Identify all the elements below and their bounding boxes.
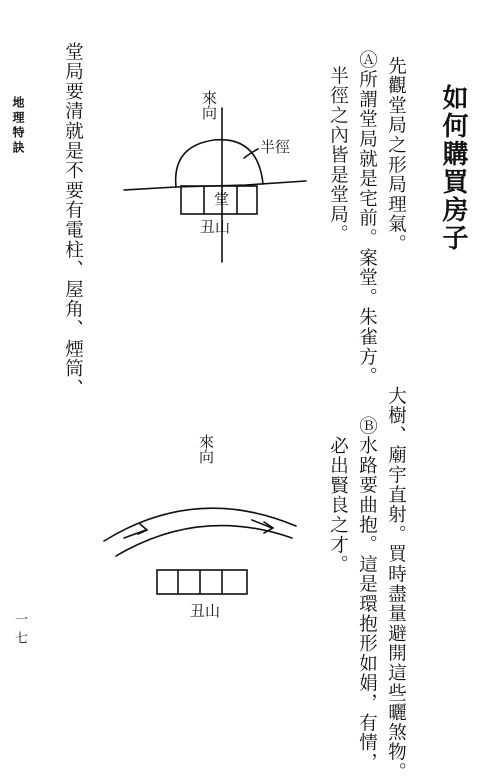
figure-b-house bbox=[157, 570, 247, 594]
figure-b-label-top: 來向 bbox=[197, 434, 215, 464]
figure-a-arc bbox=[176, 140, 263, 187]
figure-a-label-radius: 半徑 bbox=[260, 138, 291, 156]
text-column-left: 堂局要清就是不要有電柱、屋角、煙筒、 bbox=[62, 42, 84, 399]
text-column-4: 大樹、廟宇直射。買時盡量避開這些曬煞物。 bbox=[385, 386, 407, 782]
text-column-2: Ⓐ所謂堂局就是宅前。案堂。朱雀方。 bbox=[356, 50, 378, 387]
figure-b-water-inner bbox=[116, 526, 292, 556]
figure-a-label-bottom: 丑山 bbox=[200, 218, 231, 236]
text-column-3: 半徑之內皆是堂局。 bbox=[327, 66, 349, 245]
figure-a-label-house: 堂 bbox=[214, 190, 230, 208]
page-number: 一七 bbox=[12, 612, 27, 650]
text-column-5: Ⓑ水路要曲抱。這是環抱形如娟，有情， bbox=[356, 416, 378, 773]
figure-b-label-bottom: 丑山 bbox=[190, 602, 221, 620]
text-column-6: 必出賢良之才。 bbox=[327, 436, 349, 575]
figure-b-arrow-right bbox=[252, 520, 272, 528]
figure-a-radius-pointer bbox=[244, 149, 258, 158]
page-title: 如何購買房子 bbox=[438, 84, 468, 252]
figure-a-label-top: 來向 bbox=[200, 90, 218, 120]
text-column-1: 先觀堂局之形局理氣。 bbox=[385, 56, 407, 254]
running-head: 地理特訣 bbox=[11, 96, 25, 156]
